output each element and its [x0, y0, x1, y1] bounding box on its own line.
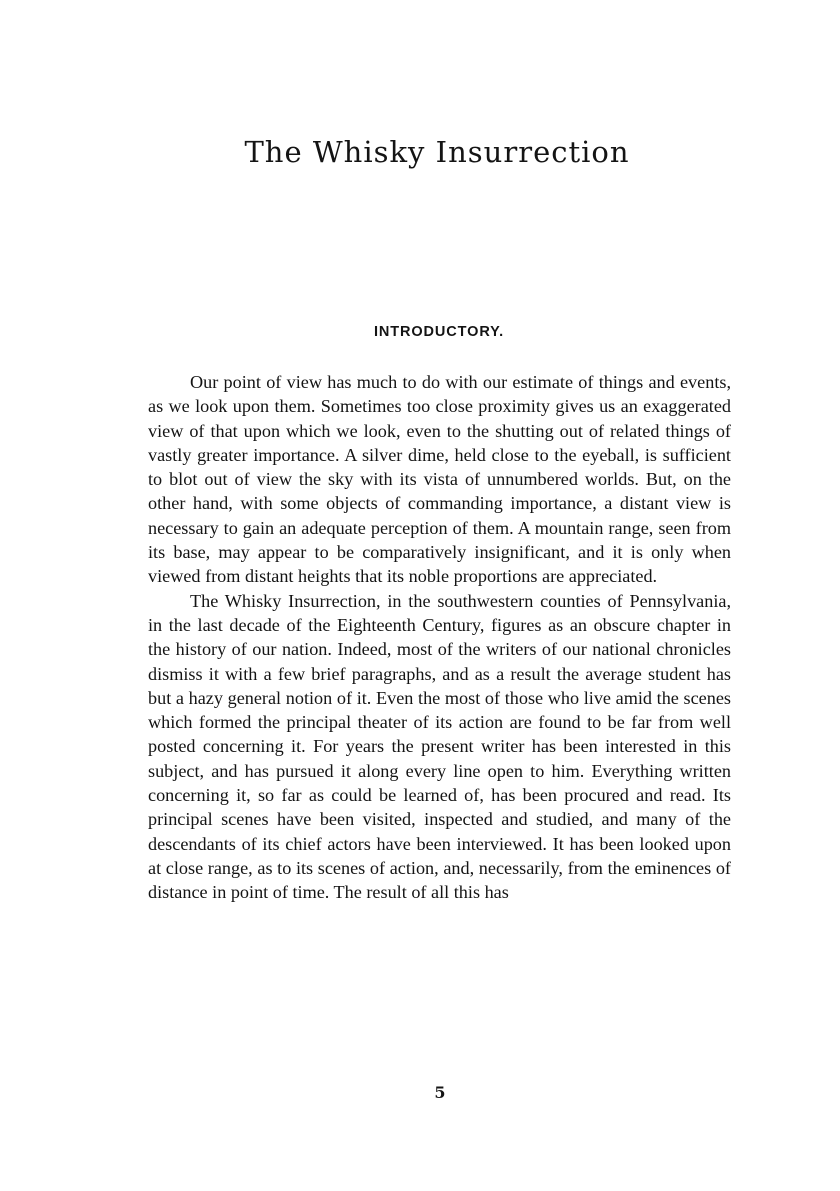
page-number: 5: [434, 1083, 446, 1102]
body-text: [148, 370, 731, 905]
page-title: The Whisky Insurrection: [244, 135, 630, 169]
paragraph-2: The Whisky Insurrection, in the southwestern counties of Pennsylvania, in the last decade of the Eighteenth Century, figures as an obscure chapter in the history of our nation. Indeed, most of the writers of our national chronicles dismiss it with a few brief paragraphs, and as a result the average student has but a hazy general notion of it. Even the most of those who live amid the scenes which formed the principal theater of its action are found to be far from well posted concerning it. For years the present writer has been interested in this subject, and has pursued it along every line open to him. Everything written concerning it, so far as could be learned of, has been procured and read. Its principal scenes have been visited, inspected and studied, and many of the descendants of its chief actors have been interviewed. It has been looked upon at close range, as to its scenes of action, and, necessarily, from the eminences of distance in point of time. The result of all this has: [148, 590, 731, 903]
section-heading: INTRODUCTORY.: [373, 324, 505, 340]
paragraph-1: Our point of view has much to do with our estimate of things and events, as we look upon them. Sometimes too close proximity gives us an exaggerated view of that upon which we look, even to the shutting out of related things of vastly greater importance. A silver dime, held close to the eyeball, is sufficient to blot out of view the sky with its vista of unnumbered worlds. But, on the other hand, with some objects of commanding importance, a distant view is necessary to gain an adequate perception of them. A mountain range, seen from its base, may appear to be comparatively insignificant, and it is only when viewed from distant heights that its noble proportions are appreciated.: [148, 372, 731, 587]
